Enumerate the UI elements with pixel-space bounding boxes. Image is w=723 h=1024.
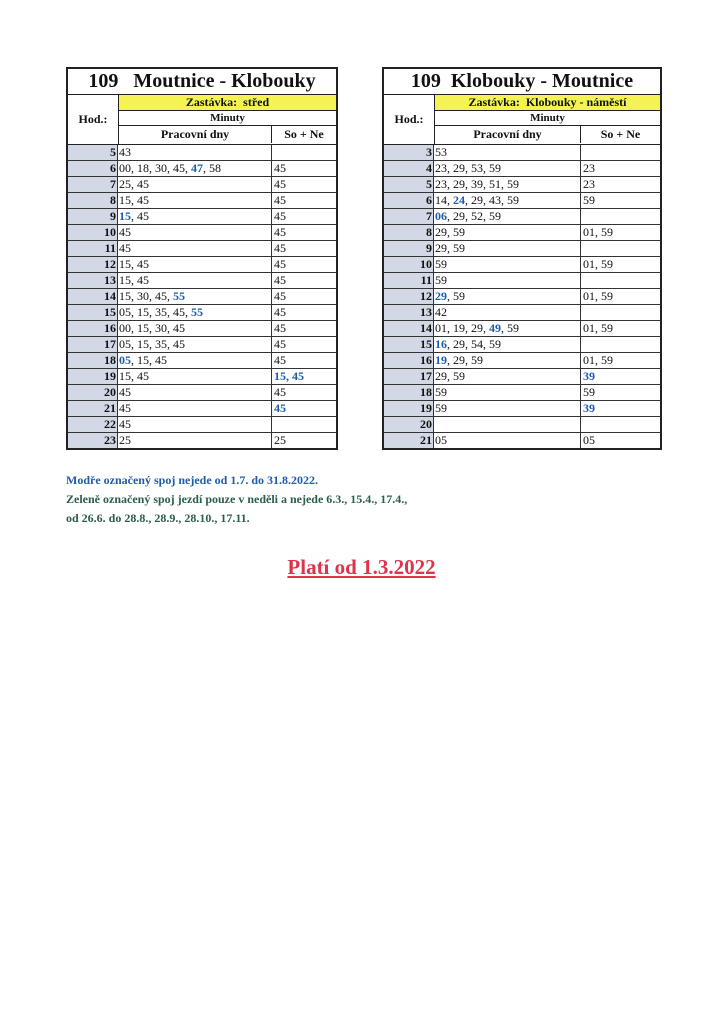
minutes: 01, 59 <box>583 353 613 367</box>
hour-cell: 14 <box>68 289 118 304</box>
minutes: 15, 45 <box>119 257 149 271</box>
table-row <box>68 337 336 353</box>
minutes: 59 <box>435 257 447 271</box>
weekend-minutes-cell <box>272 369 336 384</box>
table-row <box>68 161 336 177</box>
workday-minutes-cell <box>118 257 272 272</box>
table-row <box>68 241 336 257</box>
table-row <box>384 273 660 289</box>
minutes: 45 <box>274 337 286 351</box>
minutes: 59 <box>583 193 595 207</box>
table-row <box>68 353 336 369</box>
hour-cell: 19 <box>68 369 118 384</box>
minutes: 45 <box>274 273 286 287</box>
workday-minutes-cell <box>118 145 272 160</box>
workday-minutes-cell <box>434 385 581 400</box>
minutes: 45 <box>274 321 286 335</box>
minutes: 45 <box>274 161 286 175</box>
table-row <box>68 305 336 321</box>
weekend-minutes-cell <box>272 417 336 432</box>
workday-minutes-cell <box>434 305 581 320</box>
weekend-minutes-cell <box>581 177 660 192</box>
weekend-minutes-cell <box>581 209 660 224</box>
table-row <box>384 161 660 177</box>
minutes: 15, 45 <box>119 369 149 383</box>
table-row <box>68 145 336 161</box>
highlighted-minutes: 39 <box>583 369 595 383</box>
workdays-column-header: Pracovní dny <box>435 126 581 143</box>
hour-cell: 15 <box>384 337 434 352</box>
minutes: , 45 <box>131 209 149 223</box>
hour-cell: 11 <box>384 273 434 288</box>
weekend-minutes-cell <box>272 289 336 304</box>
weekend-minutes-cell <box>581 401 660 416</box>
workday-minutes-cell <box>118 209 272 224</box>
hour-cell: 7 <box>68 177 118 192</box>
timetable-header <box>384 95 660 145</box>
highlighted-minutes: 06 <box>435 209 447 223</box>
hour-cell: 16 <box>384 353 434 368</box>
timetable-klobouky-moutnice <box>382 67 662 450</box>
hour-column-header: Hod.: <box>68 95 119 144</box>
weekend-minutes-cell <box>581 417 660 432</box>
table-row <box>68 177 336 193</box>
highlighted-minutes: 29 <box>435 289 447 303</box>
hour-cell: 16 <box>68 321 118 336</box>
workday-minutes-cell <box>434 145 581 160</box>
hour-cell: 17 <box>384 369 434 384</box>
highlighted-minutes: 19 <box>435 353 447 367</box>
minutes: 45 <box>274 209 286 223</box>
minutes: 23 <box>583 161 595 175</box>
hour-cell: 22 <box>68 417 118 432</box>
minutes: 23, 29, 53, 59 <box>435 161 501 175</box>
table-row <box>68 257 336 273</box>
minutes: , 58 <box>203 161 221 175</box>
hour-cell: 21 <box>384 433 434 448</box>
minutes: 45 <box>119 417 131 431</box>
workday-minutes-cell <box>118 401 272 416</box>
table-row <box>384 145 660 161</box>
workday-minutes-cell <box>434 353 581 368</box>
weekend-minutes-cell <box>272 401 336 416</box>
minutes: 05, 15, 35, 45, <box>119 305 191 319</box>
minutes: 25, 45 <box>119 177 149 191</box>
weekend-minutes-cell <box>272 321 336 336</box>
weekend-minutes-cell <box>272 241 336 256</box>
weekend-minutes-cell <box>581 161 660 176</box>
workday-minutes-cell <box>434 321 581 336</box>
workday-minutes-cell <box>118 241 272 256</box>
table-row <box>384 369 660 385</box>
workday-minutes-cell <box>118 289 272 304</box>
weekend-minutes-cell <box>581 241 660 256</box>
highlighted-minutes: 55 <box>173 289 185 303</box>
table-row <box>68 193 336 209</box>
table-row <box>68 321 336 337</box>
weekend-minutes-cell <box>581 369 660 384</box>
hour-cell: 19 <box>384 401 434 416</box>
minutes: 15, 30, 45, <box>119 289 173 303</box>
weekend-minutes-cell <box>581 433 660 448</box>
note-green-line2: od 26.6. do 28.8., 28.9., 28.10., 17.11. <box>66 511 250 525</box>
minutes: 29, 59 <box>435 225 465 239</box>
table-row <box>384 257 660 273</box>
column-headers <box>435 126 660 143</box>
weekend-minutes-cell <box>581 193 660 208</box>
weekend-minutes-cell <box>581 289 660 304</box>
minutes: 25 <box>274 433 286 447</box>
minutes: 15, 45 <box>119 273 149 287</box>
hour-cell: 13 <box>384 305 434 320</box>
table-row <box>384 177 660 193</box>
weekend-minutes-cell <box>581 353 660 368</box>
hour-cell: 18 <box>384 385 434 400</box>
weekend-minutes-cell <box>272 161 336 176</box>
hour-cell: 10 <box>384 257 434 272</box>
weekend-column-header: So + Ne <box>600 127 641 141</box>
workdays-column-header: Pracovní dny <box>119 126 272 143</box>
workday-minutes-cell <box>118 305 272 320</box>
hour-cell: 23 <box>68 433 118 448</box>
hour-cell: 5 <box>384 177 434 192</box>
hour-cell: 20 <box>384 417 434 432</box>
table-row <box>384 305 660 321</box>
table-row <box>384 289 660 305</box>
table-row <box>384 433 660 448</box>
minutes: 45 <box>274 385 286 399</box>
table-row <box>68 273 336 289</box>
timetable-title: 109 Klobouky - Moutnice <box>384 69 660 95</box>
minutes: 01, 59 <box>583 321 613 335</box>
minutes: 25 <box>119 433 131 447</box>
weekend-column-header: So + Ne <box>284 127 324 141</box>
weekend-minutes-cell <box>581 337 660 352</box>
highlighted-minutes: 05 <box>119 353 131 367</box>
workday-minutes-cell <box>118 161 272 176</box>
workday-minutes-cell <box>434 177 581 192</box>
minutes: 01, 59 <box>583 225 613 239</box>
minutes: 05 <box>435 433 447 447</box>
workday-minutes-cell <box>118 177 272 192</box>
highlighted-minutes: 15, 45 <box>274 369 304 383</box>
minutes: , 59 <box>447 289 465 303</box>
hour-cell: 15 <box>68 305 118 320</box>
workday-minutes-cell <box>118 273 272 288</box>
weekend-minutes-cell <box>272 385 336 400</box>
timetable-title: 109 Moutnice - Klobouky <box>68 69 336 95</box>
minutes: 45 <box>274 241 286 255</box>
minutes: 01, 59 <box>583 289 613 303</box>
table-row <box>384 241 660 257</box>
table-row <box>68 433 336 448</box>
weekend-minutes-cell <box>272 145 336 160</box>
highlighted-minutes: 47 <box>191 161 203 175</box>
minutes: 23 <box>583 177 595 191</box>
table-row <box>68 385 336 401</box>
weekend-minutes-cell <box>272 193 336 208</box>
minutes: 53 <box>435 145 447 159</box>
hour-cell: 10 <box>68 225 118 240</box>
weekend-minutes-cell <box>581 321 660 336</box>
minutes: 45 <box>274 193 286 207</box>
minutes: 45 <box>119 385 131 399</box>
workday-minutes-cell <box>434 369 581 384</box>
hour-cell: 11 <box>68 241 118 256</box>
table-row <box>384 385 660 401</box>
minutes: 00, 15, 30, 45 <box>119 321 185 335</box>
highlighted-minutes: 55 <box>191 305 203 319</box>
workday-minutes-cell <box>434 433 581 448</box>
highlighted-minutes: 49 <box>489 321 501 335</box>
table-row <box>68 369 336 385</box>
minutes: , 29, 59 <box>447 353 483 367</box>
weekend-minutes-cell <box>581 225 660 240</box>
minutes: 45 <box>119 225 131 239</box>
hour-cell: 21 <box>68 401 118 416</box>
workday-minutes-cell <box>118 369 272 384</box>
workday-minutes-cell <box>118 321 272 336</box>
minutes: 05 <box>583 433 595 447</box>
minutes: 59 <box>583 385 595 399</box>
weekend-minutes-cell <box>272 305 336 320</box>
highlighted-minutes: 16 <box>435 337 447 351</box>
highlighted-minutes: 15 <box>119 209 131 223</box>
table-row <box>384 321 660 337</box>
minutes: , 29, 52, 59 <box>447 209 501 223</box>
minutes: 05, 15, 35, 45 <box>119 337 185 351</box>
stop-name: Zastávka: střed <box>119 95 336 111</box>
workday-minutes-cell <box>434 225 581 240</box>
weekend-minutes-cell <box>581 385 660 400</box>
weekend-minutes-cell <box>272 257 336 272</box>
note-green-line1: Zeleně označený spoj jezdí pouze v neděli a nejede 6.3., 15.4., 17.4., <box>66 492 408 506</box>
weekend-minutes-cell <box>272 353 336 368</box>
hour-cell: 17 <box>68 337 118 352</box>
workday-minutes-cell <box>434 193 581 208</box>
table-row <box>384 353 660 369</box>
hour-cell: 6 <box>384 193 434 208</box>
notes <box>66 471 407 528</box>
minutes: 00, 18, 30, 45, <box>119 161 191 175</box>
hour-cell: 12 <box>68 257 118 272</box>
workday-minutes-cell <box>434 401 581 416</box>
table-row <box>384 401 660 417</box>
hour-column-header: Hod.: <box>384 95 435 144</box>
weekend-minutes-cell <box>272 273 336 288</box>
workday-minutes-cell <box>434 417 581 432</box>
hour-cell: 4 <box>384 161 434 176</box>
workday-minutes-cell <box>434 273 581 288</box>
timetable-moutnice-klobouky <box>66 67 338 450</box>
workday-minutes-cell <box>118 353 272 368</box>
minutes: 23, 29, 39, 51, 59 <box>435 177 519 191</box>
minutes: , 59 <box>501 321 519 335</box>
minutes: 59 <box>435 401 447 415</box>
workday-minutes-cell <box>434 209 581 224</box>
minutes: 45 <box>274 257 286 271</box>
minutes: 01, 19, 29, <box>435 321 489 335</box>
note-blue: Modře označený spoj nejede od 1.7. do 31.8.2022. <box>66 473 318 487</box>
workday-minutes-cell <box>434 337 581 352</box>
hour-cell: 9 <box>384 241 434 256</box>
workday-minutes-cell <box>434 241 581 256</box>
hour-cell: 20 <box>68 385 118 400</box>
hour-cell: 8 <box>384 225 434 240</box>
table-row <box>384 225 660 241</box>
table-row <box>68 289 336 305</box>
table-row <box>384 209 660 225</box>
workday-minutes-cell <box>118 225 272 240</box>
workday-minutes-cell <box>118 193 272 208</box>
weekend-minutes-cell <box>581 145 660 160</box>
timetable-rows <box>384 145 660 448</box>
table-row <box>384 193 660 209</box>
weekend-minutes-cell <box>272 177 336 192</box>
minutes: 29, 59 <box>435 369 465 383</box>
workday-minutes-cell <box>118 385 272 400</box>
minutes: 45 <box>274 177 286 191</box>
minutes: 59 <box>435 385 447 399</box>
timetable-rows <box>68 145 336 448</box>
minutes: , 29, 54, 59 <box>447 337 501 351</box>
timetable-header <box>68 95 336 145</box>
minutes: , 29, 43, 59 <box>465 193 519 207</box>
hour-cell: 9 <box>68 209 118 224</box>
minutes: 45 <box>119 241 131 255</box>
weekend-minutes-cell <box>272 209 336 224</box>
minutes: 42 <box>435 305 447 319</box>
workday-minutes-cell <box>118 337 272 352</box>
column-headers <box>119 126 336 143</box>
minutes: 29, 59 <box>435 241 465 255</box>
weekend-minutes-cell <box>272 337 336 352</box>
workday-minutes-cell <box>118 433 272 448</box>
table-row <box>68 401 336 417</box>
validity-date: Platí od 1.3.2022 <box>287 555 436 579</box>
highlighted-minutes: 39 <box>583 401 595 415</box>
weekend-minutes-cell <box>272 433 336 448</box>
minutes: 43 <box>119 145 131 159</box>
table-row <box>68 225 336 241</box>
table-row <box>384 417 660 433</box>
minutes: 45 <box>274 289 286 303</box>
workday-minutes-cell <box>434 257 581 272</box>
minutes: 59 <box>435 273 447 287</box>
header-main <box>435 95 660 144</box>
hour-cell: 8 <box>68 193 118 208</box>
minutes-label: Minuty <box>435 111 660 126</box>
hour-cell: 7 <box>384 209 434 224</box>
table-row <box>68 417 336 433</box>
hour-cell: 14 <box>384 321 434 336</box>
hour-cell: 12 <box>384 289 434 304</box>
weekend-minutes-cell <box>581 305 660 320</box>
minutes: 45 <box>119 401 131 415</box>
highlighted-minutes: 24 <box>453 193 465 207</box>
weekend-minutes-cell <box>581 257 660 272</box>
minutes: , 15, 45 <box>131 353 167 367</box>
table-row <box>384 337 660 353</box>
weekend-minutes-cell <box>581 273 660 288</box>
minutes: 15, 45 <box>119 193 149 207</box>
workday-minutes-cell <box>434 161 581 176</box>
minutes-label: Minuty <box>119 111 336 126</box>
minutes: 14, <box>435 193 453 207</box>
hour-cell: 13 <box>68 273 118 288</box>
minutes: 45 <box>274 305 286 319</box>
workday-minutes-cell <box>434 289 581 304</box>
workday-minutes-cell <box>118 417 272 432</box>
highlighted-minutes: 45 <box>274 401 286 415</box>
hour-cell: 6 <box>68 161 118 176</box>
header-main <box>119 95 336 144</box>
hour-cell: 18 <box>68 353 118 368</box>
minutes: 45 <box>274 353 286 367</box>
table-row <box>68 209 336 225</box>
hour-cell: 3 <box>384 145 434 160</box>
minutes: 01, 59 <box>583 257 613 271</box>
stop-name: Zastávka: Klobouky - náměstí <box>435 95 660 111</box>
hour-cell: 5 <box>68 145 118 160</box>
weekend-minutes-cell <box>272 225 336 240</box>
minutes: 45 <box>274 225 286 239</box>
